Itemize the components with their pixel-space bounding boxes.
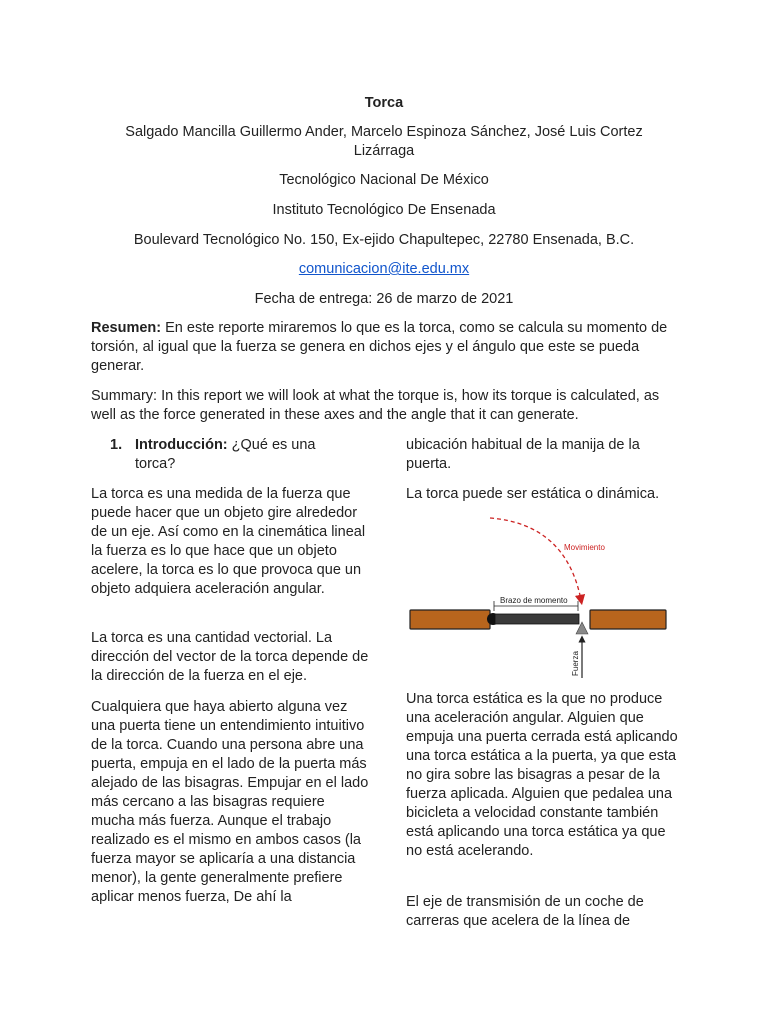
torque-door-diagram — [406, 512, 670, 682]
paragraph-right-3: Una torca estática es la que no produce una aceleración angular. Alguien que empuja una puerta cerrada está aplicando una torca estática a la puerta, ya que esta no gira sobre las bisagras a pesar de la fuerza aplicada. Alguien que pedalea una bicicleta a velocidad constante también está aplicando una torca estática ya que no está acelerando. — [406, 691, 678, 859]
paragraph-right-1: ubicación habitual de la manija de la puerta. — [406, 437, 640, 472]
due-date: Fecha de entrega: 26 de marzo de 2021 — [254, 291, 514, 307]
address-line: Boulevard Tecnológico No. 150, Ex-ejido Chapultepec, 22780 Ensenada, B.C. — [133, 232, 635, 248]
paragraph-right-4: El eje de transmisión de un coche de carreras que acelera de la línea de — [406, 894, 644, 929]
paragraph-left-2: La torca es una cantidad vectorial. La dirección del vector de la torca depende de la dirección de la fuerza en el eje. — [91, 630, 369, 684]
wall-left — [410, 610, 490, 629]
paragraph-right-2: La torca puede ser estática o dinámica. — [406, 486, 660, 502]
email-line — [0, 260, 768, 279]
door-bar — [495, 614, 579, 624]
section-heading-question: ¿Qué es una torca? — [135, 437, 316, 472]
email-link[interactable]: comunicacion@ite.edu.mx — [298, 261, 470, 277]
paragraph-left-1: La torca es una medida de la fuerza que puede hacer que un objeto gire alrededor de un eje. Así como en la cinemática lineal la fuerza es lo que hace que un objeto acelere, la torca es lo que provoca que un objeto adquiera aceleración angular. — [91, 486, 366, 597]
document-title: Torca — [364, 95, 404, 111]
authors-line: Salgado Mancilla Guillermo Ander, Marcelo Espinoza Sánchez, José Luis Cortez Lizárraga — [125, 124, 643, 159]
movement-arc — [490, 518, 581, 600]
institution-national: Tecnológico Nacional De México — [279, 172, 489, 188]
wall-right — [590, 610, 666, 629]
resumen-text: En este reporte miraremos lo que es la torca, como se calcula su momento de torsión, al igual que la fuerza se genera en dichos ejes y el ángulo que este se pueda generar. — [91, 320, 668, 374]
section-number: 1. — [110, 437, 123, 453]
abstract-summary: Summary: In this report we will look at what the torque is, how its torque is calculated, as well as the force generated in these axes and the angle that it can generate. — [91, 388, 660, 423]
section-heading-label: Introducción: — [135, 437, 228, 453]
diagram-svg — [406, 512, 670, 682]
paragraph-left-3: Cualquiera que haya abierto alguna vez una puerta tiene un entendimiento intuitivo de la torca. Cuando una persona abre una puerta, empuja en el lado de la puerta más alejado de las bisagras. Empujar en el lado más cercano a las bisagras requiere mucha más fuerza. Aunque el trabajo realizado es el mismo en ambos casos (la fuerza mayor se aplicaría a una distancia menor), la gente generalmente prefiere aplicar menos fuerza, De ahí la — [91, 699, 369, 905]
force-label: Fuerza — [571, 651, 580, 676]
section-heading-text — [135, 436, 350, 474]
resumen-label: Resumen: — [91, 320, 162, 336]
institution-ensenada: Instituto Tecnológico De Ensenada — [272, 202, 496, 218]
movement-label: Movimiento — [564, 543, 605, 552]
moment-arm-label: Brazo de momento — [500, 596, 568, 605]
abstract-resumen — [91, 319, 677, 376]
